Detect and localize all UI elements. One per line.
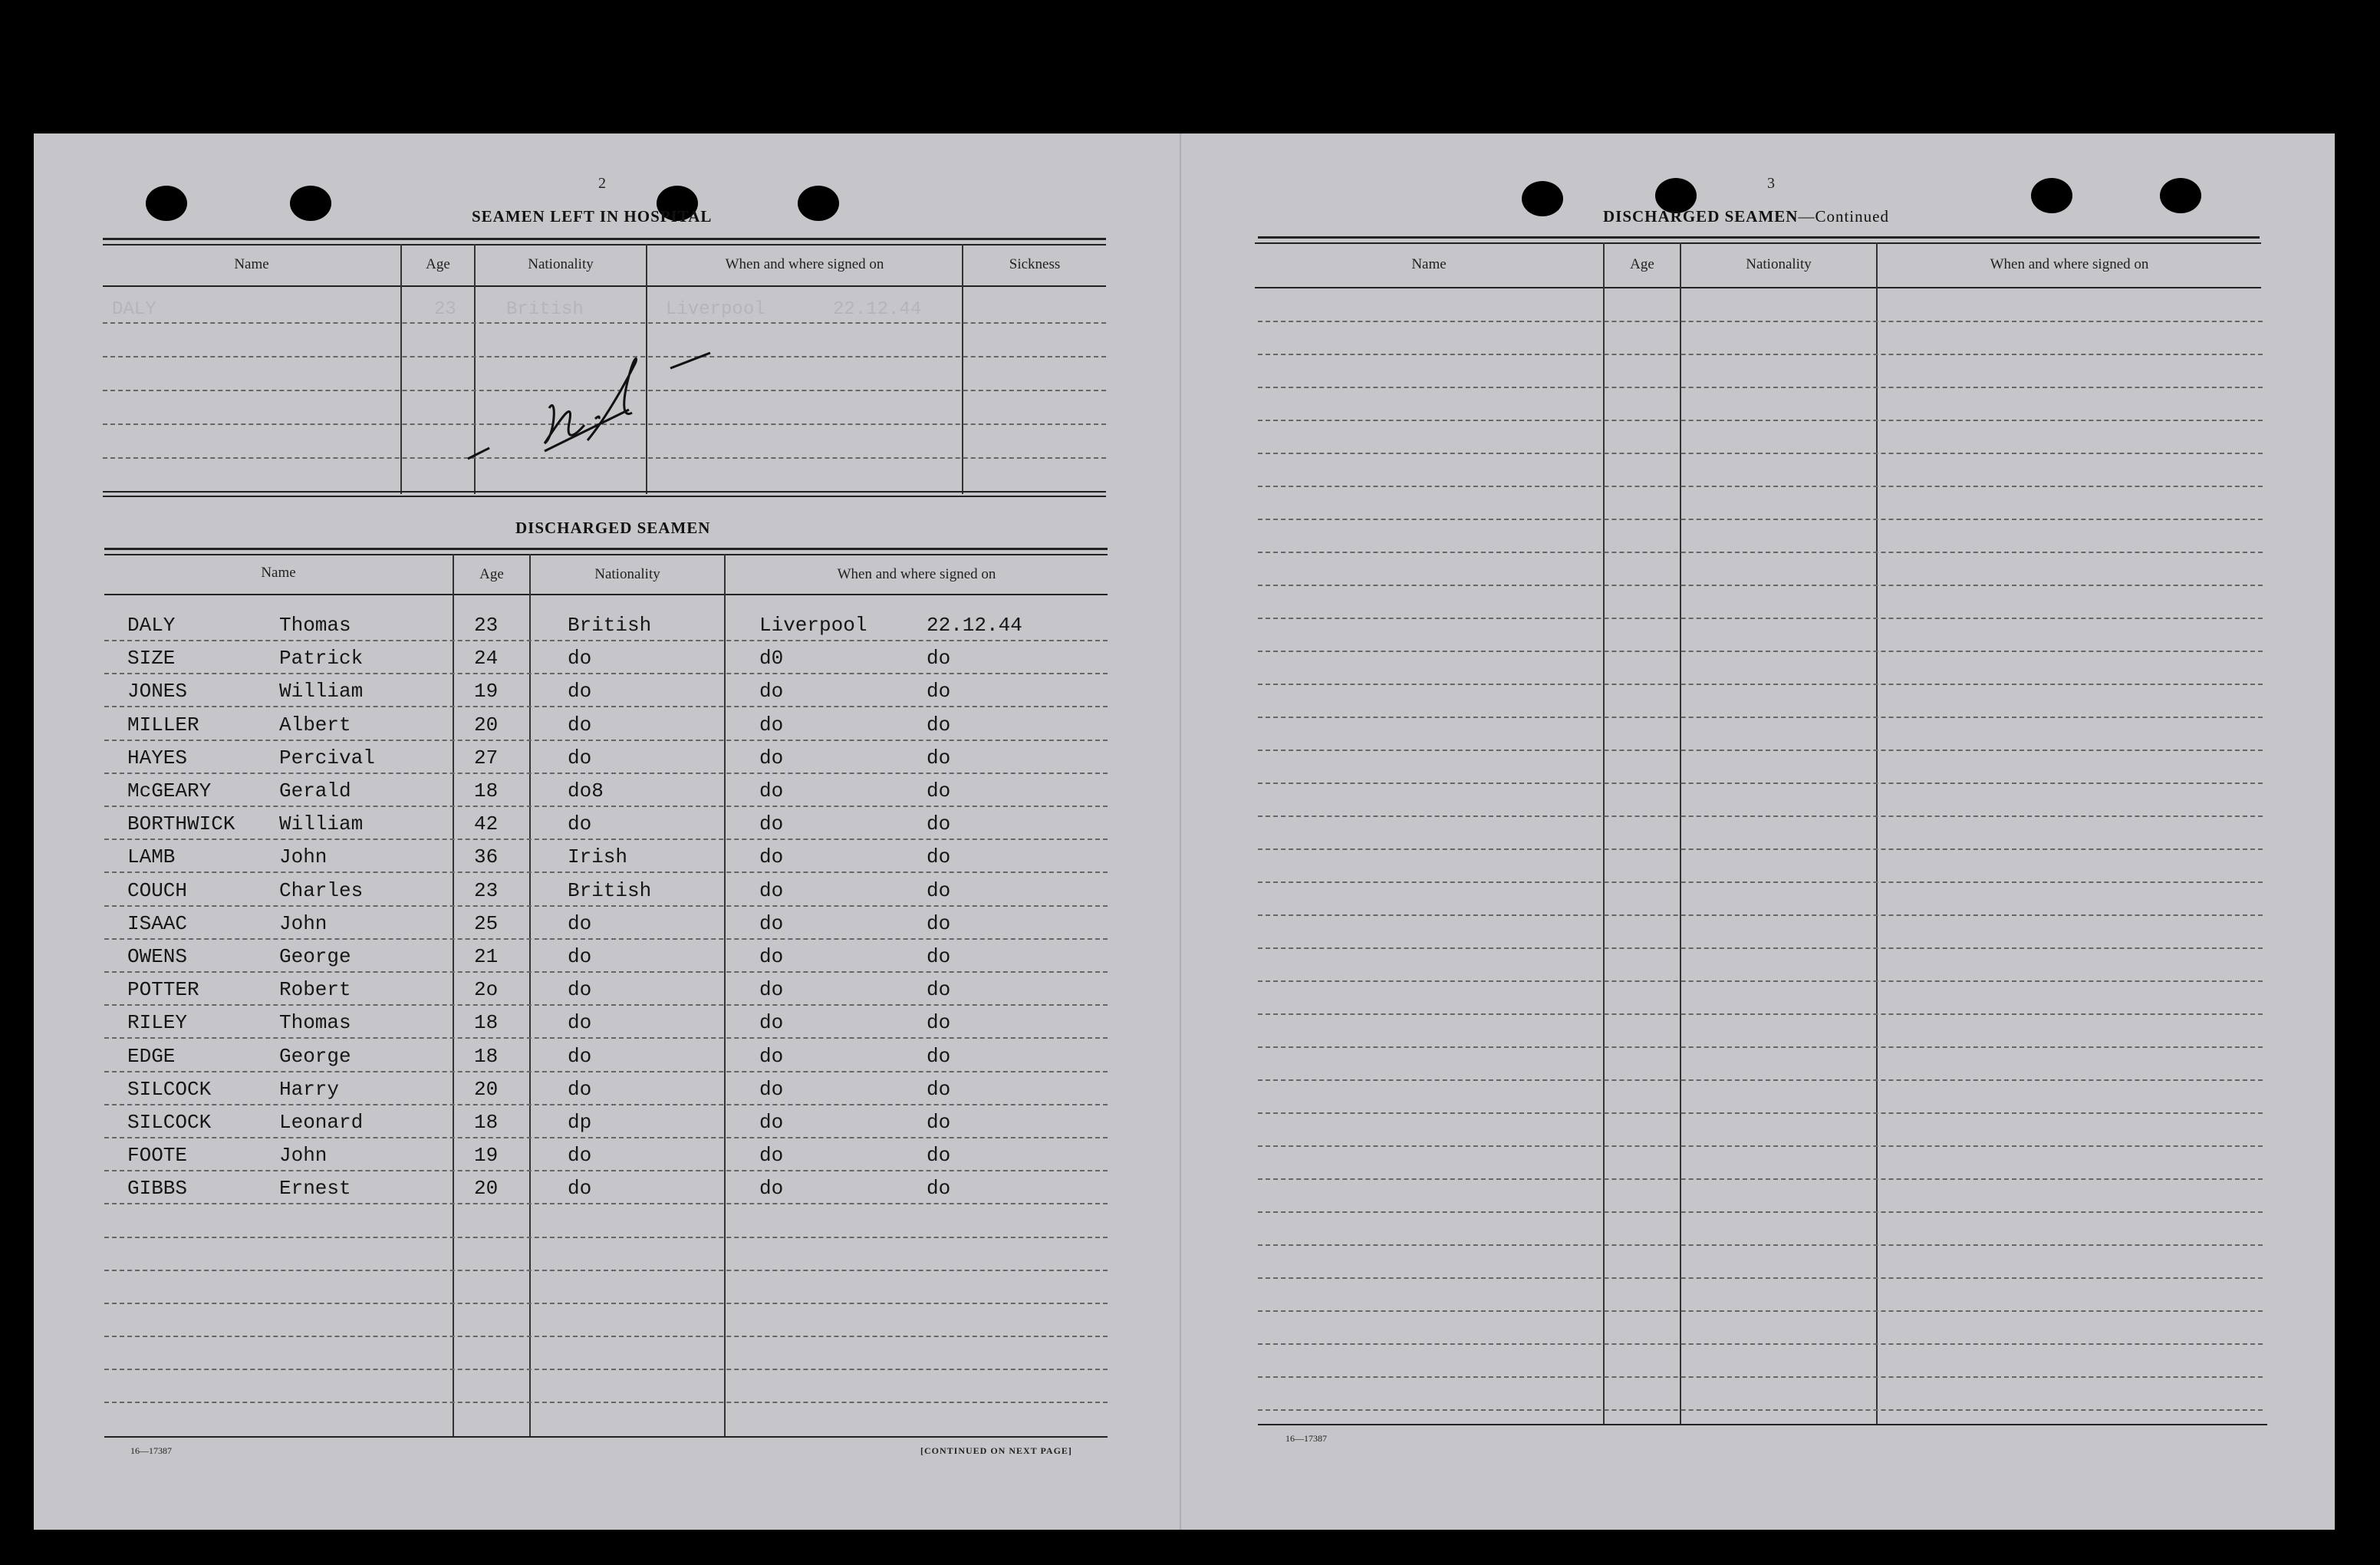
- seaman-given-name: Harry: [279, 1078, 340, 1101]
- seaman-given-name: Leonard: [279, 1111, 364, 1134]
- seaman-given-name: Thomas: [279, 1011, 351, 1034]
- seaman-surname: HAYES: [127, 746, 188, 769]
- seaman-age: 21: [474, 945, 499, 968]
- seaman-surname: FOOTE: [127, 1144, 188, 1167]
- seaman-nationality: British: [568, 879, 652, 902]
- column-divider: [529, 554, 531, 1438]
- row-line: [1258, 1409, 2263, 1411]
- seaman-age: 23: [474, 614, 499, 637]
- seaman-given-name: Gerald: [279, 779, 351, 802]
- seaman-surname: SIZE: [127, 647, 176, 670]
- punch-hole: [2160, 178, 2201, 213]
- seaman-signed-on-place: do: [759, 746, 784, 769]
- seaman-given-name: William: [279, 812, 364, 835]
- row-line: [104, 971, 1108, 973]
- seaman-signed-on-place: do: [759, 912, 784, 935]
- seaman-age: 18: [474, 779, 499, 802]
- seaman-surname: BORTHWICK: [127, 812, 235, 835]
- punch-hole: [798, 186, 839, 221]
- seaman-given-name: George: [279, 945, 351, 968]
- table-top-rule: [103, 238, 1106, 240]
- faint-age: 23: [434, 299, 456, 320]
- column-header-nationality: Nationality: [594, 566, 660, 582]
- row-line: [104, 1203, 1108, 1204]
- column-header-age: Age: [479, 566, 504, 582]
- seaman-signed-on-date: do: [927, 1177, 951, 1200]
- seaman-signed-on-place: do: [759, 879, 784, 902]
- row-line: [1258, 1013, 2263, 1015]
- seaman-signed-on-date: do: [927, 713, 951, 736]
- seaman-signed-on-place: d0: [759, 647, 784, 670]
- punch-hole: [1522, 181, 1563, 216]
- column-header-signed-on: When and where signed on: [725, 256, 884, 272]
- row-line: [104, 839, 1108, 840]
- seaman-surname: OWENS: [127, 945, 188, 968]
- seaman-signed-on-date: do: [927, 978, 951, 1001]
- seaman-given-name: William: [279, 680, 364, 703]
- column-header-nationality: Nationality: [528, 256, 594, 272]
- seaman-given-name: John: [279, 1144, 328, 1167]
- seaman-age: 20: [474, 713, 499, 736]
- row-line: [1258, 354, 2263, 355]
- row-line: [103, 322, 1106, 324]
- seaman-surname: COUCH: [127, 879, 188, 902]
- seaman-nationality: British: [568, 614, 652, 637]
- column-header-age: Age: [1630, 256, 1654, 272]
- seaman-signed-on-date: do: [927, 1011, 951, 1034]
- section-title-main: DISCHARGED SEAMEN: [1603, 207, 1799, 226]
- faint-place: Liverpool: [666, 299, 765, 320]
- row-line: [1258, 420, 2263, 421]
- row-line: [104, 740, 1108, 741]
- seaman-nationality: dp: [568, 1111, 592, 1134]
- seaman-surname: LAMB: [127, 845, 176, 868]
- row-line: [1258, 881, 2263, 883]
- seaman-signed-on-place: do: [759, 1011, 784, 1034]
- seaman-surname: EDGE: [127, 1045, 176, 1068]
- row-line: [1258, 1376, 2263, 1378]
- seaman-signed-on-place: do: [759, 1045, 784, 1068]
- seaman-signed-on-place: do: [759, 680, 784, 703]
- seaman-signed-on-place: do: [759, 1177, 784, 1200]
- handwritten-nil-mark: [459, 345, 719, 476]
- document-sheet: [34, 133, 2335, 1530]
- seaman-signed-on-place: do: [759, 713, 784, 736]
- row-line: [1258, 1343, 2263, 1345]
- row-line: [1258, 387, 2263, 388]
- seaman-surname: McGEARY: [127, 779, 212, 802]
- row-line: [104, 1270, 1108, 1271]
- seaman-given-name: John: [279, 912, 328, 935]
- table-top-rule: [1258, 236, 2260, 239]
- discharged-section-title: DISCHARGED SEAMEN: [515, 519, 711, 537]
- table-bottom-rule: [103, 496, 1106, 497]
- punch-hole: [2031, 178, 2072, 213]
- row-line: [1258, 453, 2263, 454]
- seaman-surname: JONES: [127, 680, 188, 703]
- seaman-nationality: do: [568, 945, 592, 968]
- seaman-signed-on-date: do: [927, 879, 951, 902]
- seaman-signed-on-place: do: [759, 812, 784, 835]
- row-line: [1258, 519, 2263, 520]
- row-line: [1258, 1046, 2263, 1048]
- table-top-rule: [104, 554, 1108, 555]
- seaman-surname: RILEY: [127, 1011, 188, 1034]
- column-header-name: Name: [261, 565, 296, 581]
- seaman-signed-on-place: Liverpool: [759, 614, 867, 637]
- seaman-given-name: George: [279, 1045, 351, 1068]
- seaman-nationality: do: [568, 746, 592, 769]
- seaman-nationality: do: [568, 912, 592, 935]
- column-header-sickness: Sickness: [1009, 256, 1061, 272]
- faint-nationality: British: [506, 299, 584, 320]
- seaman-given-name: John: [279, 845, 328, 868]
- seaman-signed-on-date: do: [927, 1144, 951, 1167]
- row-line: [104, 640, 1108, 641]
- faint-date: 22.12.44: [833, 299, 922, 320]
- form-number: 16—17387: [130, 1445, 172, 1456]
- seaman-age: 36: [474, 845, 499, 868]
- row-line: [104, 1037, 1108, 1039]
- seaman-age: 25: [474, 912, 499, 935]
- row-line: [104, 905, 1108, 907]
- seaman-age: 18: [474, 1111, 499, 1134]
- column-header-age: Age: [426, 256, 450, 272]
- seaman-age: 18: [474, 1045, 499, 1068]
- header-rule: [104, 594, 1108, 595]
- table-top-rule: [103, 244, 1106, 245]
- seaman-surname: GIBBS: [127, 1177, 188, 1200]
- row-line: [1258, 585, 2263, 586]
- seaman-age: 23: [474, 879, 499, 902]
- seaman-signed-on-place: do: [759, 1111, 784, 1134]
- seaman-signed-on-date: do: [927, 1111, 951, 1134]
- row-line: [1258, 782, 2263, 784]
- row-line: [1258, 1244, 2263, 1246]
- seaman-signed-on-place: do: [759, 779, 784, 802]
- column-header-name: Name: [234, 256, 269, 272]
- form-number: 16—17387: [1285, 1433, 1327, 1444]
- seaman-nationality: do: [568, 1144, 592, 1167]
- row-line: [1258, 552, 2263, 553]
- row-line: [1258, 1277, 2263, 1279]
- page-number: 3: [1767, 175, 1775, 192]
- seaman-signed-on-place: do: [759, 945, 784, 968]
- row-line: [104, 1104, 1108, 1105]
- row-line: [1258, 1145, 2263, 1147]
- table-bottom-rule: [104, 1436, 1108, 1438]
- row-line: [104, 773, 1108, 774]
- column-header-name: Name: [1411, 256, 1447, 272]
- seaman-signed-on-date: do: [927, 1045, 951, 1068]
- seaman-age: 19: [474, 1144, 499, 1167]
- seaman-given-name: Robert: [279, 978, 351, 1001]
- row-line: [1258, 815, 2263, 817]
- seaman-nationality: do: [568, 1011, 592, 1034]
- seaman-nationality: do: [568, 978, 592, 1001]
- table-top-rule: [1255, 242, 2261, 244]
- seaman-signed-on-date: do: [927, 779, 951, 802]
- column-divider: [724, 554, 726, 1438]
- header-rule: [1255, 287, 2261, 288]
- seaman-nationality: do: [568, 647, 592, 670]
- faint-name: DALY: [112, 299, 156, 320]
- table-top-rule: [104, 548, 1108, 550]
- row-line: [1258, 980, 2263, 982]
- seaman-age: 2o: [474, 978, 499, 1001]
- seaman-age: 24: [474, 647, 499, 670]
- seaman-age: 27: [474, 746, 499, 769]
- punch-hole: [290, 186, 331, 221]
- seaman-given-name: Charles: [279, 879, 364, 902]
- seaman-signed-on-date: do: [927, 912, 951, 935]
- seaman-signed-on-date: do: [927, 845, 951, 868]
- row-line: [104, 1303, 1108, 1304]
- seaman-age: 19: [474, 680, 499, 703]
- page-fold: [1180, 133, 1181, 1530]
- section-title-continued: —Continued: [1798, 207, 1889, 226]
- row-line: [104, 1402, 1108, 1403]
- hospital-section-title: SEAMEN LEFT IN HOSPITAL: [472, 207, 713, 226]
- seaman-surname: ISAAC: [127, 912, 188, 935]
- continued-section-title: [1603, 207, 1889, 226]
- seaman-surname: POTTER: [127, 978, 199, 1001]
- seaman-nationality: do: [568, 812, 592, 835]
- seaman-age: 20: [474, 1078, 499, 1101]
- seaman-signed-on-date: do: [927, 812, 951, 835]
- seaman-given-name: Albert: [279, 713, 351, 736]
- seaman-signed-on-date: do: [927, 746, 951, 769]
- row-line: [104, 1336, 1108, 1337]
- seaman-nationality: do: [568, 1078, 592, 1101]
- seaman-surname: SILCOCK: [127, 1111, 212, 1134]
- row-line: [1258, 486, 2263, 487]
- row-line: [1258, 947, 2263, 949]
- row-line: [1258, 914, 2263, 916]
- row-line: [1258, 750, 2263, 751]
- seaman-signed-on-date: do: [927, 945, 951, 968]
- row-line: [1258, 848, 2263, 850]
- row-line: [104, 806, 1108, 807]
- column-header-nationality: Nationality: [1746, 256, 1812, 272]
- column-header-signed-on: When and where signed on: [1990, 256, 2149, 272]
- row-line: [104, 871, 1108, 873]
- seaman-signed-on-date: do: [927, 680, 951, 703]
- seaman-age: 42: [474, 812, 499, 835]
- seaman-surname: DALY: [127, 614, 176, 637]
- seaman-nationality: do: [568, 680, 592, 703]
- seaman-age: 20: [474, 1177, 499, 1200]
- seaman-given-name: Ernest: [279, 1177, 351, 1200]
- continued-note: [CONTINUED ON NEXT PAGE]: [920, 1445, 1072, 1456]
- row-line: [1258, 1178, 2263, 1180]
- row-line: [104, 1004, 1108, 1006]
- seaman-surname: MILLER: [127, 713, 199, 736]
- seaman-age: 18: [474, 1011, 499, 1034]
- row-line: [104, 938, 1108, 940]
- seaman-surname: SILCOCK: [127, 1078, 212, 1101]
- row-line: [1258, 1079, 2263, 1081]
- seaman-nationality: do8: [568, 779, 604, 802]
- seaman-signed-on-date: 22.12.44: [927, 614, 1022, 637]
- row-line: [104, 1369, 1108, 1370]
- row-line: [1258, 618, 2263, 619]
- table-bottom-rule: [103, 491, 1106, 493]
- table-bottom-rule: [1258, 1424, 2267, 1425]
- row-line: [1258, 717, 2263, 718]
- row-line: [104, 673, 1108, 674]
- row-line: [104, 1170, 1108, 1171]
- row-line: [1258, 651, 2263, 652]
- seaman-nationality: Irish: [568, 845, 628, 868]
- row-line: [104, 1237, 1108, 1238]
- seaman-signed-on-place: do: [759, 1078, 784, 1101]
- row-line: [1258, 1310, 2263, 1312]
- seaman-given-name: Percival: [279, 746, 375, 769]
- header-rule: [103, 285, 1106, 287]
- seaman-nationality: do: [568, 713, 592, 736]
- seaman-given-name: Patrick: [279, 647, 364, 670]
- row-line: [1258, 684, 2263, 685]
- row-line: [104, 1071, 1108, 1072]
- row-line: [1258, 1112, 2263, 1114]
- row-line: [104, 1137, 1108, 1138]
- row-line: [1258, 321, 2263, 322]
- punch-hole: [146, 186, 187, 221]
- seaman-signed-on-place: do: [759, 978, 784, 1001]
- seaman-nationality: do: [568, 1045, 592, 1068]
- seaman-signed-on-place: do: [759, 845, 784, 868]
- row-line: [1258, 1211, 2263, 1213]
- seaman-given-name: Thomas: [279, 614, 351, 637]
- seaman-signed-on-date: do: [927, 1078, 951, 1101]
- column-divider: [453, 554, 454, 1438]
- row-line: [104, 706, 1108, 707]
- column-header-signed-on: When and where signed on: [837, 566, 996, 582]
- seaman-signed-on-date: do: [927, 647, 951, 670]
- page-number: 2: [598, 175, 606, 192]
- seaman-signed-on-place: do: [759, 1144, 784, 1167]
- seaman-nationality: do: [568, 1177, 592, 1200]
